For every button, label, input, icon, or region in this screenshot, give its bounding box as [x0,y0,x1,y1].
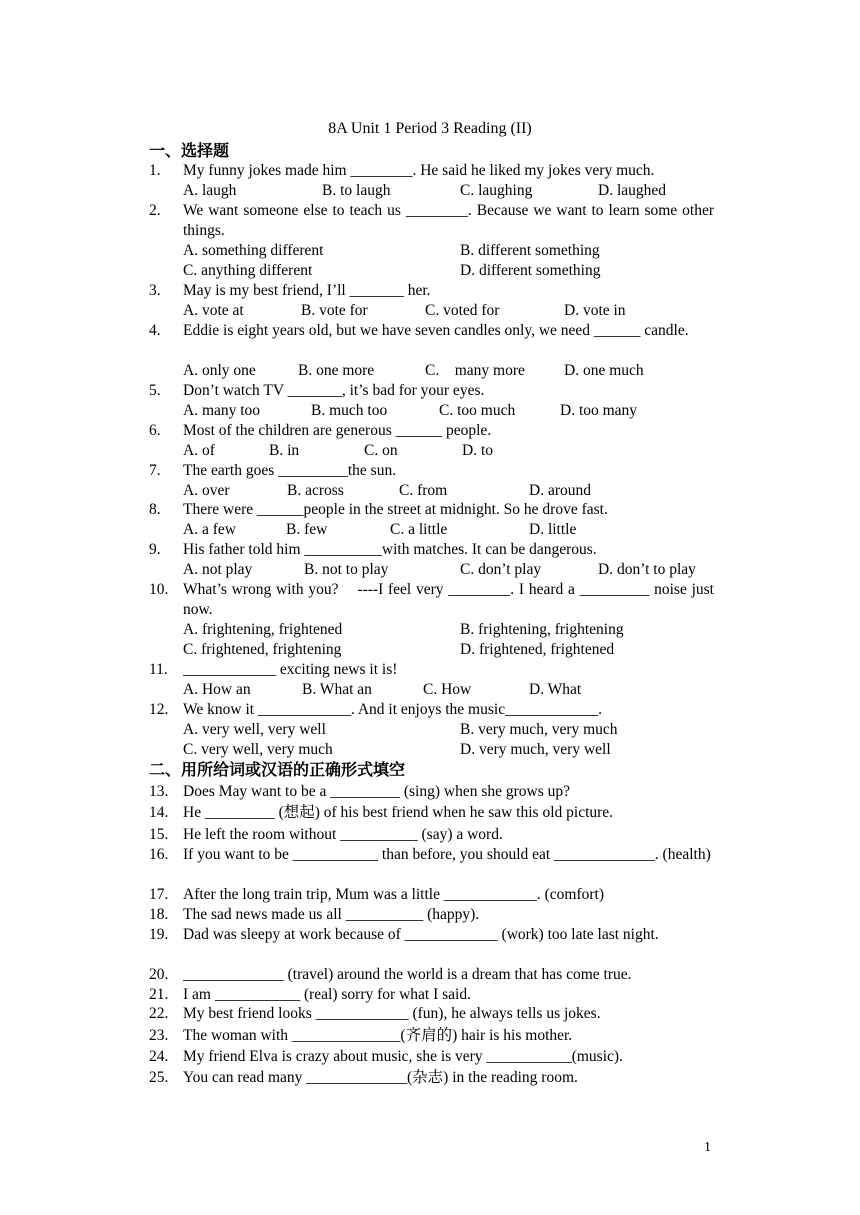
question-7 [149,461,714,481]
option-c: C. very well, very much [183,741,333,758]
page-number: 1 [704,1140,711,1155]
question-6 [149,421,714,441]
question-16 [149,845,714,865]
question-number: 8. [149,501,161,518]
question-number: 1. [149,162,161,179]
option-c: C. many more [425,362,525,379]
question-11 [149,660,714,680]
section-heading-fill-in: 二、用所给词或汉语的正确形式填空 [149,760,406,779]
option-b: B. What an [302,681,372,698]
option-b: B. very much, very much [460,721,618,738]
question-text: Eddie is eight years old, but we have seven candles only, we need ______ candle. [183,322,689,339]
question-20 [149,965,714,985]
option-b: B. not to play [304,561,389,578]
question-19 [149,925,714,945]
question-number: 2. [149,202,161,219]
question-text: Dad was sleepy at work because of ____________ (work) too late last night. [183,926,659,943]
question-number: 4. [149,322,161,339]
question-text: If you want to be ___________ than before, you should eat _____________. (health) [183,846,711,863]
question-text: The earth goes _________the sun. [183,462,397,479]
option-d: D. to [462,442,493,459]
question-text: The woman with ______________(齐肩的) hair is his mother. [183,1027,573,1044]
option-b: B. different something [460,242,600,259]
option-c: C. How [423,681,472,698]
options-9 [183,560,723,580]
option-c: C. on [364,442,398,459]
option-b: B. few [286,521,328,538]
question-number: 18. [149,906,169,923]
page-title: 8A Unit 1 Period 3 Reading (II) [328,120,532,137]
question-number: 20. [149,966,169,983]
question-number: 24. [149,1048,169,1065]
option-a: A. not play [183,561,253,578]
question-12 [149,700,714,720]
question-10 [149,580,718,620]
question-text: The sad news made us all __________ (happy). [183,906,480,923]
question-number: 5. [149,382,161,399]
option-c: C. too much [439,402,516,419]
question-1 [149,161,714,181]
question-23 [149,1026,714,1046]
option-b: B. much too [311,402,388,419]
option-a: A. How an [183,681,251,698]
option-a: A. laugh [183,182,237,199]
option-d: D. too many [560,402,638,419]
option-a: A. frightening, frightened [183,621,343,638]
question-18 [149,905,714,925]
question-number: 21. [149,986,169,1003]
option-d: D. little [529,521,577,538]
question-number: 23. [149,1027,169,1044]
option-a: A. a few [183,521,236,538]
question-number: 19. [149,926,169,943]
option-a: A. of [183,442,215,459]
options-2-row2 [183,261,723,281]
question-number: 22. [149,1005,169,1022]
option-d: D. very much, very well [460,741,611,758]
question-number: 3. [149,282,161,299]
question-number: 16. [149,846,169,863]
options-11 [183,680,723,700]
question-13 [149,782,714,802]
question-text: We know it ____________. And it enjoys the music____________. [183,701,602,718]
question-text: He _________ (想起) of his best friend when he saw this old picture. [183,804,614,821]
option-a: A. only one [183,362,256,379]
option-c: C. don’t play [460,561,542,578]
options-5 [183,401,723,421]
question-text: After the long train trip, Mum was a little ____________. (comfort) [183,886,604,903]
options-12-row2 [183,740,723,760]
question-number: 6. [149,422,161,439]
options-8 [183,520,723,540]
question-22 [149,1004,714,1024]
question-text: You can read many _____________(杂志) in the reading room. [183,1069,578,1086]
option-b: B. one more [298,362,375,379]
section-heading-multiple-choice: 一、选择题 [149,141,230,160]
option-b: B. vote for [301,302,368,319]
option-c: C. anything different [183,262,313,279]
question-21 [149,985,714,1005]
option-c: C. frightened, frightening [183,641,342,658]
option-a: A. very well, very well [183,721,326,738]
option-d: D. frightened, frightened [460,641,615,658]
question-text: His father told him __________with matches. It can be dangerous. [183,541,597,558]
question-text: There were ______people in the street at midnight. So he drove fast. [183,501,608,518]
question-text: My best friend looks ____________ (fun), he always tells us jokes. [183,1005,601,1022]
options-2-row1 [183,241,723,261]
question-4 [149,321,714,341]
question-25 [149,1068,714,1088]
question-number: 11. [149,661,168,678]
question-number: 15. [149,826,169,843]
question-2 [149,201,714,241]
options-6 [183,441,723,461]
option-a: A. many too [183,402,261,419]
question-text: We want someone else to teach us ________. Because we want to learn some other things. [183,202,714,239]
question-8 [149,500,714,520]
option-d: D. different something [460,262,601,279]
option-b: B. in [269,442,300,459]
question-17 [149,885,714,905]
option-d: D. don’t to play [598,561,696,578]
question-text: Don’t watch TV _______, it’s bad for your eyes. [183,382,485,399]
option-a: A. vote at [183,302,244,319]
option-d: D. vote in [564,302,626,319]
options-7 [183,481,723,501]
question-15 [149,825,714,845]
options-10-row1 [183,620,723,640]
question-text: What’s wrong with you? ----I feel very ________. I heard a _________ noise just now. [183,581,718,618]
question-5 [149,381,714,401]
question-text: ____________ exciting news it is! [183,661,398,678]
question-text: My friend Elva is crazy about music, she is very ___________(music). [183,1048,623,1065]
question-3 [149,281,714,301]
options-3 [183,301,723,321]
question-number: 25. [149,1069,169,1086]
question-text: Most of the children are generous ______ people. [183,422,492,439]
option-d: D. around [529,482,591,499]
question-number: 9. [149,541,161,558]
option-c: C. a little [390,521,448,538]
option-b: B. to laugh [322,182,391,199]
option-c: C. from [399,482,448,499]
question-text: He left the room without __________ (say) a word. [183,826,503,843]
option-d: D. one much [564,362,644,379]
option-a: A. something different [183,242,324,259]
question-number: 12. [149,701,169,718]
question-number: 10. [149,581,169,598]
options-10-row2 [183,640,723,660]
option-c: C. laughing [460,182,533,199]
option-a: A. over [183,482,230,499]
option-c: C. voted for [425,302,500,319]
question-text: Does May want to be a _________ (sing) when she grows up? [183,783,571,800]
options-12-row1 [183,720,723,740]
question-text: My funny jokes made him ________. He said he liked my jokes very much. [183,162,655,179]
options-1 [183,181,723,201]
question-14 [149,803,714,823]
options-4 [183,361,723,381]
question-text: I am ___________ (real) sorry for what I said. [183,986,471,1003]
option-d: D. What [529,681,582,698]
option-b: B. frightening, frightening [460,621,624,638]
question-text: _____________ (travel) around the world is a dream that has come true. [183,966,632,983]
option-b: B. across [287,482,344,499]
question-number: 14. [149,804,169,821]
question-text: May is my best friend, I’ll _______ her. [183,282,431,299]
question-number: 17. [149,886,169,903]
question-number: 13. [149,783,169,800]
question-9 [149,540,714,560]
question-number: 7. [149,462,161,479]
question-24 [149,1047,714,1067]
option-d: D. laughed [598,182,667,199]
